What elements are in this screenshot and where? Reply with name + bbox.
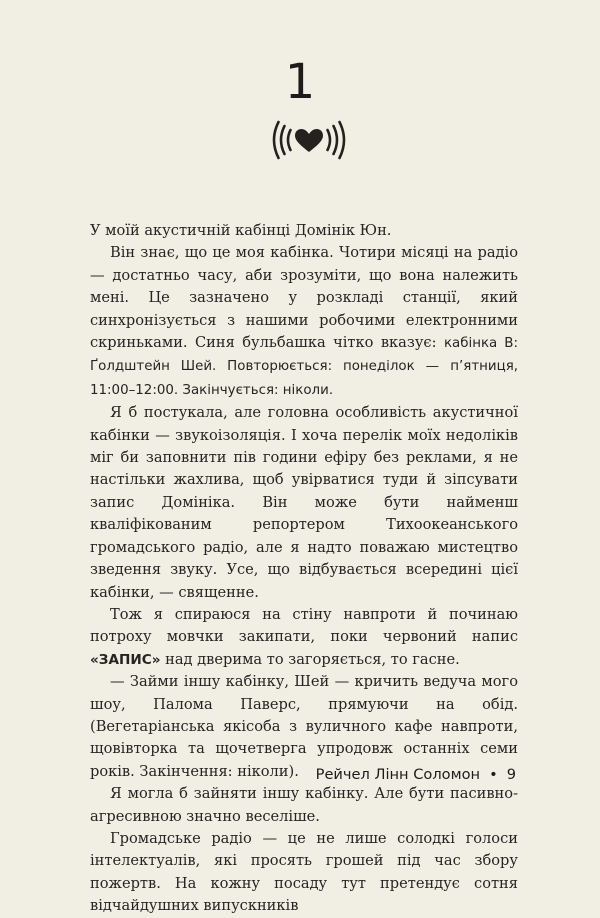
page-footer (316, 766, 516, 783)
footer-author: Рейчел Лінн Соломон (315, 766, 481, 783)
schedule-entry-a: кабінка В: Ґолдштейн Шей. Повторюється: понеділок — (90, 336, 518, 375)
wave-left-outer (274, 122, 279, 158)
chapter-number: 1 (284, 54, 316, 110)
wave-right-outer (340, 122, 345, 158)
paragraph-7: Громадське радіо — це не лише солодкі голоси інтелектуалів, які просять грошей під час збору пожертв. На кожну посаду тут претендує сотня відчайдушних випускників (90, 829, 518, 915)
footer-bullet: • (489, 766, 498, 783)
paragraph-4 (90, 604, 518, 671)
heart-shape (295, 129, 323, 152)
paragraph-3: Я б постукала, але головна особливість акустичної кабінки — звукоізоляція. І хоча перелік моїх недоліків міг би заповнити пів години ефіру без реклами, я не настільки жахлива, щоб увірватися туди й зіпсувати запис Домініка. Він може бути найменш кваліфікованим репортером Тихоокеанського громадського радіо, але я надто поважаю мистецтво зведення звуку. Усе, що відбувається всередині цієї кабінки, — священне. (90, 404, 518, 601)
wave-left-middle (281, 126, 285, 154)
paragraph-2 (90, 242, 518, 402)
schedule-entry-b: п’ятниця, 11:00–12:00. Закінчується: ніколи. (90, 359, 519, 398)
wave-left-inner (288, 130, 291, 150)
paragraph-2-intro: Він знає, що це моя кабінка. Чотири місяці на радіо — достатньо часу, аби зрозуміти, що вона належить мені. Це зазначено у розкладі станції, який синхронізується з нашими робочими електронними скриньками. Синя бульбашка чітко вказує: (90, 244, 518, 352)
wave-right-middle (334, 126, 338, 154)
paragraph-4-after: над дверима то загоряється, то гасне. (165, 650, 460, 668)
paragraph-1: У моїй акустичній кабінці Домінік Юн. (90, 222, 392, 239)
paragraph-4-before: Тож я спираюся на стіну навпроти й починаю потроху мовчки закипати, поки червоний напис (90, 605, 518, 646)
heart-broadcast-icon (270, 114, 348, 166)
paragraph-5: — Займи іншу кабінку, Шей — кричить ведуча мого шоу, Палома Паверс, прямуючи на обід. (Вегетаріанська якісоба з вуличного кафе навпроти, щовівторка та щочетверга упродовж останніх семи років. Закінчення: ніколи). (90, 673, 518, 780)
record-sign-text: «ЗАПИС» (90, 651, 161, 668)
page-number: 9 (506, 766, 516, 783)
paragraph-6: Я могла б зайняти іншу кабінку. Але бути пасивно-агресивною значно веселіше. (90, 785, 518, 825)
chapter-body (90, 220, 518, 918)
wave-right-inner (328, 130, 331, 150)
